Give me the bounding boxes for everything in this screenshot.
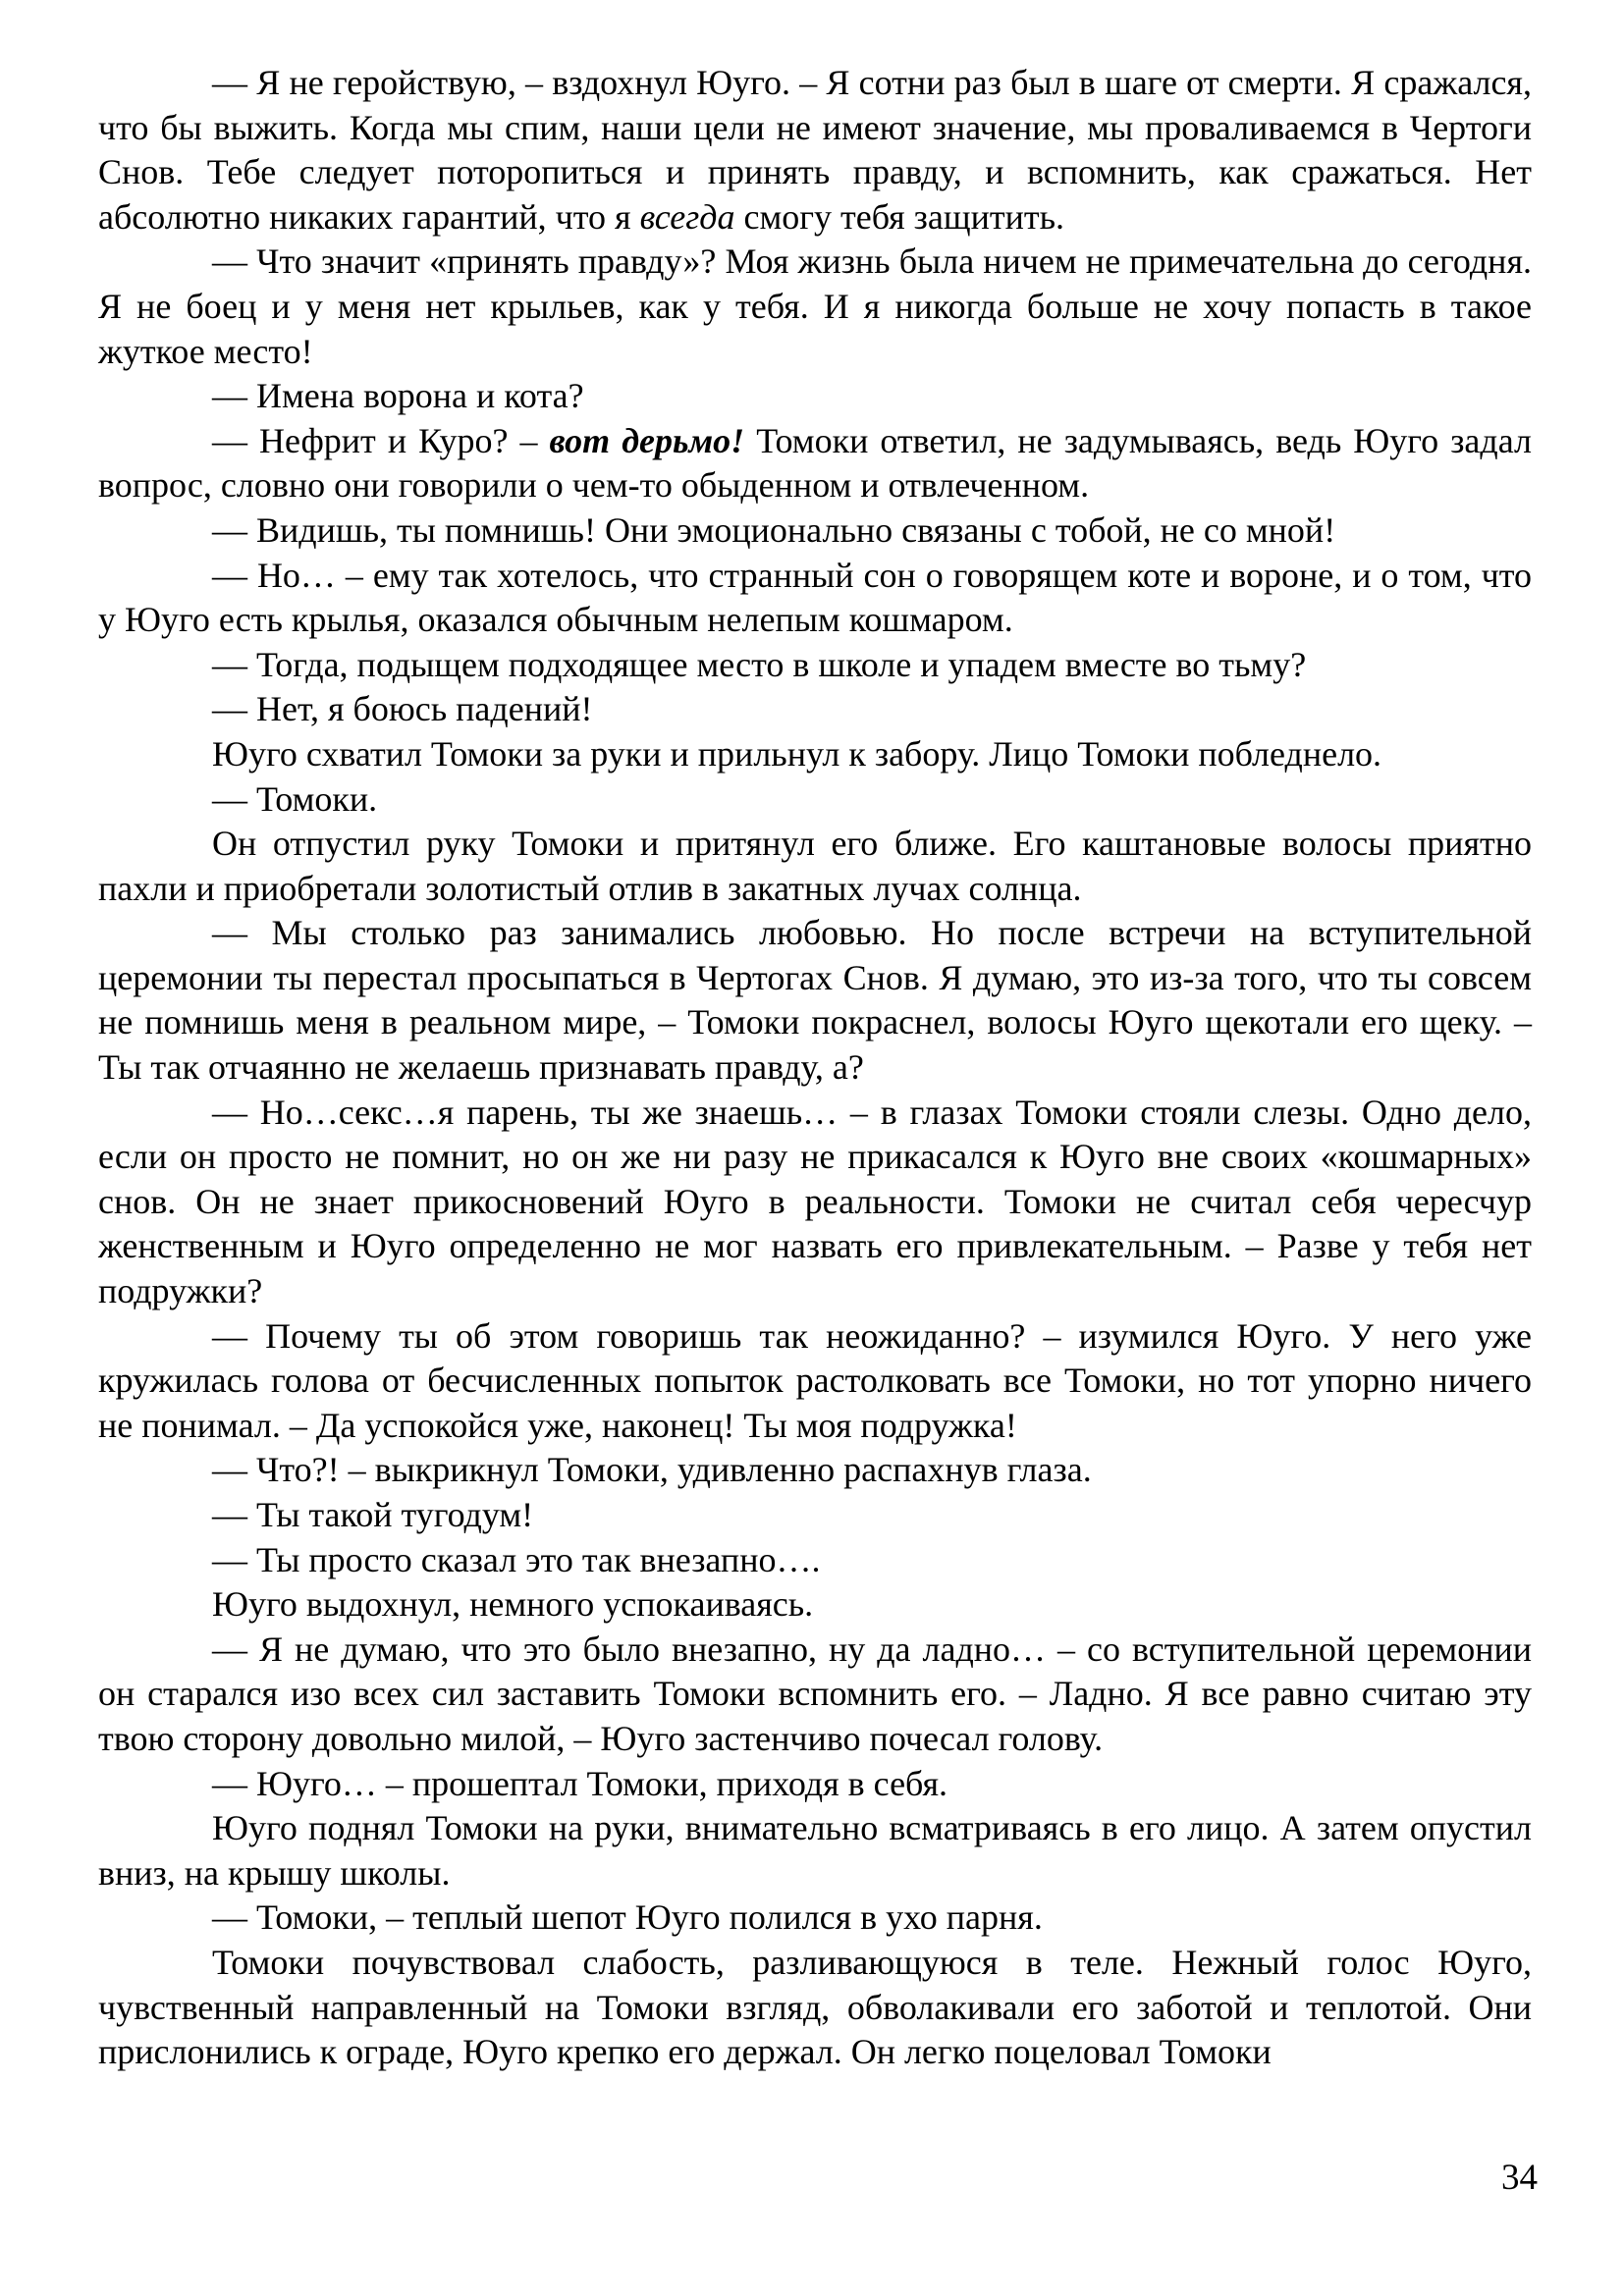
paragraph bbox=[98, 1314, 1532, 1449]
text-run: — Я не думаю, что это было внезапно, ну да ладно… – со вступительной церемонии он старался изо всех сил заставить Томоки вспомнить его. – Ладно. Я все равно считаю эту твою сторону довольно милой, – Юуго застенчиво почесал голову. bbox=[98, 1629, 1532, 1758]
paragraph bbox=[98, 732, 1532, 777]
paragraph bbox=[98, 1091, 1532, 1314]
paragraph bbox=[98, 508, 1532, 554]
text-run: — Что значит «принять правду»? Моя жизнь была ничем не примечательна до сегодня. Я не боец и у меня нет крыльев, как у тебя. И я никогда больше не хочу попасть в такое жуткое место! bbox=[98, 241, 1532, 371]
text-run: — Я не геройствую, – вздохнул Юуго. – Я сотни раз был в шаге от смерти. Я сражался, что бы выжить. Когда мы спим, наши цели не имеют значение, мы проваливаемся в Чертоги Снов. Тебе следует поторопиться и принять правду, и вспомнить, как сражаться. Нет абсолютно никаких гарантий, что я bbox=[98, 63, 1532, 237]
paragraph bbox=[98, 1582, 1532, 1628]
text-run: — Ты такой тугодум! bbox=[212, 1495, 534, 1534]
text-run: вот дерьмо! bbox=[549, 420, 745, 460]
paragraph bbox=[98, 1896, 1532, 1941]
text-run: всегда bbox=[639, 196, 735, 237]
text-run: Томоки почувствовал слабость, разливающуюся в теле. Нежный голос Юуго, чувственный направленный на Томоки взгляд, обволакивали его заботой и теплотой. Они прислонились к ограде, Юуго крепко его держал. Он легко поцеловал Томоки bbox=[98, 1942, 1532, 2072]
page-number: 34 bbox=[1501, 2158, 1538, 2198]
paragraph bbox=[98, 240, 1532, 374]
paragraph bbox=[98, 1538, 1532, 1583]
text-run: — Почему ты об этом говоришь так неожиданно? – изумился Юуго. У него уже кружилась голова от бесчисленных попыток растолковать все Томоки, но тот упорно ничего не понимал. – Да успокойся уже, наконец! Ты моя подружка! bbox=[98, 1315, 1532, 1445]
paragraph bbox=[98, 1762, 1532, 1807]
paragraph bbox=[98, 1806, 1532, 1896]
paragraph bbox=[98, 554, 1532, 643]
paragraph bbox=[98, 419, 1532, 508]
text-run: — Мы столько раз занимались любовью. Но после встречи на вступительной церемонии ты перестал просыпаться в Чертогах Снов. Я думаю, это из-за того, что ты совсем не помнишь меня в реальном мире, – Томоки покраснел, волосы Юуго щекотали его щеку. – Ты так отчаянно не желаешь признавать правду, а? bbox=[98, 913, 1532, 1088]
text-run: — Но… – ему так хотелось, что странный сон о говорящем коте и вороне, и о том, что у Юуго есть крылья, оказался обычным нелепым кошмаром. bbox=[98, 555, 1532, 640]
text-run: — Но…секс…я парень, ты же знаешь… – в глазах Томоки стояли слезы. Одно дело, если он просто не помнит, но он же ни разу не прикасался к Юуго вне своих «кошмарных» снов. Он не знает прикосновений Юуго в реальности. Томоки не считал себя чересчур женственным и Юуго определенно не мог назвать его привлекательным. – Разве у тебя нет подружки? bbox=[98, 1092, 1532, 1311]
text-run: — Томоки. bbox=[212, 778, 378, 819]
text-run: — Что?! – выкрикнул Томоки, удивленно распахнув глаза. bbox=[212, 1450, 1092, 1490]
text-run: — Томоки, – теплый шепот Юуго полился в ухо парня. bbox=[212, 1897, 1043, 1938]
paragraph bbox=[98, 911, 1532, 1090]
text-run: — Видишь, ты помнишь! Они эмоционально связаны с тобой, не со мной! bbox=[212, 509, 1336, 550]
text-run: Он отпустил руку Томоки и притянул его ближе. Его каштановые волосы приятно пахли и приобретали золотистый отлив в закатных лучах солнца. bbox=[98, 824, 1532, 908]
text-run: — Тогда, подыщем подходящее место в школе и упадем вместе во тьму? bbox=[212, 644, 1307, 684]
text-run: смогу тебя защитить. bbox=[734, 196, 1065, 237]
paragraph bbox=[98, 61, 1532, 240]
paragraph bbox=[98, 1493, 1532, 1538]
paragraph bbox=[98, 374, 1532, 419]
text-run: — Нефрит и Куро? – bbox=[212, 420, 550, 460]
text-run: Юуго поднял Томоки на руки, внимательно всматриваясь в его лицо. А затем опустил вниз, на крышу школы. bbox=[98, 1808, 1532, 1893]
page-text bbox=[98, 61, 1532, 2075]
text-run: — Юуго… – прошептал Томоки, приходя в себя. bbox=[212, 1763, 948, 1803]
paragraph bbox=[98, 1628, 1532, 1762]
paragraph bbox=[98, 777, 1532, 823]
text-run: Юуго схватил Томоки за руки и прильнул к забору. Лицо Томоки побледнело. bbox=[212, 733, 1382, 774]
paragraph bbox=[98, 1448, 1532, 1493]
paragraph bbox=[98, 1941, 1532, 2075]
text-run: — Нет, я боюсь падений! bbox=[212, 689, 593, 729]
paragraph bbox=[98, 643, 1532, 688]
paragraph bbox=[98, 822, 1532, 911]
text-run: Юуго выдохнул, немного успокаиваясь. bbox=[212, 1584, 814, 1625]
text-run: — Ты просто сказал это так внезапно…. bbox=[212, 1539, 821, 1579]
paragraph bbox=[98, 687, 1532, 732]
text-run: Томоки ответил, не задумываясь, ведь Юуго задал вопрос, словно они говорили о чем-то обыденном и отвлеченном. bbox=[98, 420, 1532, 506]
text-run: — Имена ворона и кота? bbox=[212, 376, 584, 416]
